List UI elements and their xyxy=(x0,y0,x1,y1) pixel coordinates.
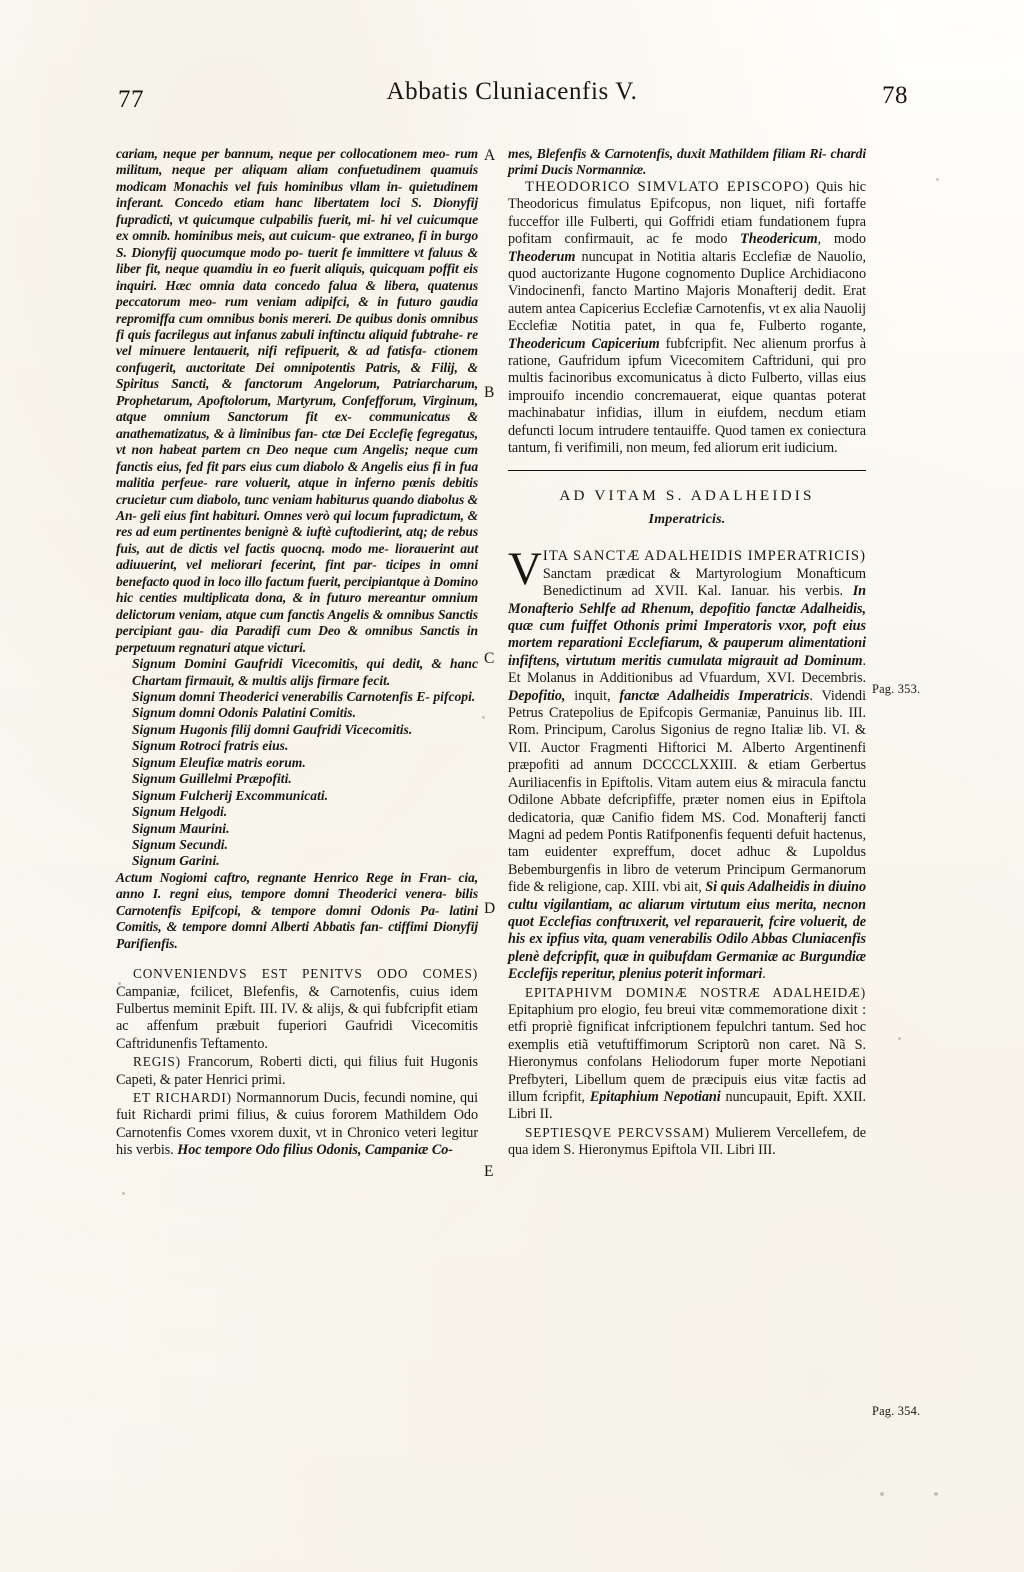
note-body: . Et Molanus in Additionibus ad Vfuardum, XVI. Decembris. xyxy=(508,652,866,687)
charter-line: que extraneo, fi in burgo S. Dionyfij quocumque modo po- xyxy=(116,228,479,260)
actum-line: bilis Carnotenfis Epifcopi, & tempore domni Odonis Pa- xyxy=(116,886,479,918)
note-lemma: EPITAPHIVM DOMINÆ NOSTRÆ ADALHEIDÆ) xyxy=(525,984,866,1000)
note-conveniendus xyxy=(116,965,478,1053)
folio-number-right: 78 xyxy=(882,82,908,109)
note-quotation: fanctæ Adalheidis Imperatricis xyxy=(619,687,810,704)
scan-speck xyxy=(936,178,939,181)
signature-entry: Signum Guillelmi Præpofiti. xyxy=(132,771,292,787)
charter-line: tuerit fe immittere vt faluus & liber fit, neque quamdiu in xyxy=(116,244,478,277)
charter-line: neque cum Angelis; neque cum fanctis eius, fed fit pars xyxy=(116,442,478,474)
charter-line: rum militum, neque per aliquam aliam confuetudinem xyxy=(116,146,478,178)
signature-entry: Signum Rotroci fratris eius. xyxy=(132,738,289,754)
note-epitaphium xyxy=(508,984,866,1124)
page-ref-354: Pag. 354. xyxy=(872,1404,921,1418)
scan-speck xyxy=(934,1492,938,1496)
spacer xyxy=(508,457,866,470)
note-body: Epitaphium pro elogio, feu breui vitæ commemoratione dixit : etfi propriè fignificat infcriptionem fepulchri tantum. Sed hoc exemplis etiã vetuftiffimorum Scriptorũ non caret. Nã S. Hieronymus confolans Heliodorum fuper morte Nepotiani Prefbyteri, Libellum quem de præcipuis eius vitæ factis ad illum fcripfit, xyxy=(508,1001,866,1105)
note-lemma: REGIS) xyxy=(133,1054,181,1070)
signature-entry: Signum Maurini. xyxy=(132,820,230,836)
note-body: . xyxy=(762,966,766,983)
left-column xyxy=(116,146,478,1160)
signature-entry: Signum Eleufiæ matris eorum. xyxy=(132,754,306,770)
charter-line: Confefforum, Virginum, atque omnium Sanctorum fit ex- xyxy=(116,392,478,425)
charter-line: regnaturi atque victuri. xyxy=(178,639,307,655)
signature-entry: Signum Helgodi. xyxy=(132,804,228,820)
note-body: Mulierem Vercellefem, de qua idem S. Hieronymus Epiftola VII. Libri III. xyxy=(508,1124,867,1159)
signature-line: Signum Domini Gaufridi Vicecomitis, qui dedit, & xyxy=(132,656,442,672)
note-body: Campaniæ, fcilicet, Blefenfis, & Carnotenfis, cuius idem Fulbertus meminit Epift. III. IV. & alijs, & qui fubfcripfit etiam ac affenfum præbuit fuperiori Gaufridi Vicecomitis Caftridunenfis Teftamento. xyxy=(116,983,478,1052)
note-body: Quis hic Theodoricus fimulatus Epifcopus, non liquet, nifi fortaffe fucceffor ille Fulberti, qui Goffridi etiam fundationem fupra pofitam confirmauit, ac fe modo xyxy=(508,178,866,248)
note-body: , modo xyxy=(817,231,866,248)
charter-text-block xyxy=(116,146,478,656)
note-body: fubfcripfit. Nec alienum prorfus à ratione, Gaufridum ipfum Vicecomitem Caftriduni, qui pro multis facinoribus excomunicatus à dicto Fulberto, villas eius improuifo incendio concremauerat, eique quantas poterat machinabatur infidias, illum in eiufdem, necdum etiam defuncti locum intrudere tentauiffe. Quod tamen ex coniectura tantum, fi verifimili, non meum, fed aliorum erit iudicium. xyxy=(508,335,867,456)
note-quotation: Hoc tempore Odo filius Odonis, Campaniæ Co- xyxy=(177,1142,453,1159)
note-lemma: ET RICHARDI) xyxy=(133,1090,232,1106)
scan-speck xyxy=(122,1192,125,1195)
note-body: Normannorum Ducis, fecundi nomine, qui fuit Richardi primi filius, & cuius fororem Mathildem Odo Carnotenfis Comes vxorem duxit, vt in Chronico veteri legitur his verbis. xyxy=(116,1090,478,1159)
signature-entry: Signum Secundi. xyxy=(132,837,228,853)
note-lemma: THEODORICO SIMVLATO EPISCOPO) xyxy=(525,178,811,195)
note-quotation: In Monafterio Sehlfe ad Rhenum, depofitio fanctæ Adalheidis, quæ cum fuiffet Othonis primi Imperatoris vxor, poft eius mortem reparationi Ecclefiarum, & pauperum alimentationi infiftens, virtutum meritis cumulata migrauit ad Dominum xyxy=(508,583,866,669)
actum-clause xyxy=(116,870,478,952)
charter-line: quamuis modicam Monachis vel fuis hominibus vllam in- xyxy=(116,162,478,194)
charter-line: liorauerint aut adiuuerint, vel meliorari fecerint, fint par- xyxy=(116,540,479,573)
charter-line: re vel minuere lentauerit, nifi refipuerit, & ad fatisfa- xyxy=(116,326,478,359)
charter-line: S. Dionyfij fupradicti, vt quicumque culpabilis fuerit, mi- xyxy=(116,195,478,227)
charter-line: eo fuerit aliquis, quicquam poffit eis inquiri. Hæc omnia xyxy=(116,261,478,293)
note-body: nuncupauit, Epift. XXII. Libri II. xyxy=(508,1089,866,1123)
section-divider-rule xyxy=(508,470,866,471)
actum-line: Actum Nogiomi caftro, regnante Henrico Rege in Fran- xyxy=(116,869,452,885)
note-vita xyxy=(508,543,866,983)
charter-line: rum veniam adipifci, & in futuro gaudia repromiffa cum xyxy=(116,294,478,326)
vita-note-block xyxy=(508,543,866,983)
note-body: . Videndi Petrus Cratepolius de Epifcopis Germaniæ, Panuinus lib. III. Rom. Principum, Carolus Sigonius de regno Italiæ lib. VI. & VII. Auctor Fragmenti Hiftorici M. Alberto Argentinenfi præpofiti ad annum DCCCCLXXIII. & etiam Gerbertus Auriliacenfis in Epiftolis. Vitam autem eius & miracula fanctu Odilone Abbate defcripfiffe, præter nomen eius in Epiftola dedicatoria, quæ Canifio fidem MS. Cod. Monafterij fancti Magni ad pedem Pontis Ratifponenfis fequenti defuit hactenus, tam euidenter expreffum, docet adhuc & Lupoldus Bebemburgenfis in libro de veterum Principum Germanorum fide & religione, cap. XIII. vbi ait, xyxy=(508,687,866,896)
charter-line: geli eius fint habituri. Omnes verò qui locum fupradictum, xyxy=(140,507,464,523)
note-et-richardi xyxy=(116,1089,478,1160)
signature-entry: Signum Garini. xyxy=(132,853,220,869)
note-quotation: Si quis Adalheidis in diuino cultu vigilantiam, ac aliarum virtutum eius merita, necnon quot Ecclefias conftruxerit, vel reparauerit, fcire voluerit, de his ex ipfius vita, quam venerabilis Odilo Abbas Cluniacenfis plenè defcripfit, quæ in quibufdam Germaniæ ac Burgundiæ Ecclefijs reperitur, plenius poterit informari xyxy=(508,879,866,983)
charter-line: diabolo, tunc veniam habiturus quando diabolus & An- xyxy=(116,491,478,523)
section-subheading: Imperatricis. xyxy=(648,512,726,528)
charter-line: mes, Blefenfis & Carnotenfis, duxit Mathildem filiam Ri- xyxy=(508,146,827,161)
right-column xyxy=(508,146,866,1160)
note-septiesque xyxy=(508,1124,866,1160)
charter-line: eius cum diabolo & Angelis eius fi in fua malitia perfeue- xyxy=(116,458,479,491)
margin-letter-a: A xyxy=(484,147,496,164)
margin-letter-d: D xyxy=(484,900,496,917)
charter-line: communicatus & anathematizatus, & à liminibus fan- xyxy=(116,409,479,441)
charter-continuation xyxy=(508,146,866,179)
scan-speck xyxy=(118,982,121,985)
folio-number-left: 77 xyxy=(118,86,144,113)
margin-letter-c: C xyxy=(484,650,495,667)
charter-line: chardi primi Ducis Normanniæ. xyxy=(508,146,867,178)
charter-line: & res ad eum pertinentes benignè & iuftè cuftodierint, xyxy=(116,507,479,540)
drop-cap: V xyxy=(508,543,542,596)
signature-line: pifcopi. xyxy=(433,688,476,704)
note-lemma: CONVENIENDVS EST PENITVS ODO COMES) xyxy=(133,966,478,982)
charter-line: hi vel cuicumque ex omnib. hominibus meis, aut cuicum- xyxy=(116,211,478,244)
note-body: Francorum, Roberti dicti, qui filius fuit Hugonis Capeti, & pater Henrici primi. xyxy=(116,1054,478,1088)
charter-line: atq; de rebus fuis, aut de dictis vel factis quocnq. modo me- xyxy=(116,524,479,556)
note-body: nuncupat in Notitia altaris Ecclefiæ de Nauolio, quod auctorizante Hugone cognomento Duplice Archidiacono Vindocinenfi, fancto Martino Majoris Monafterij dedit. Erat autem antea Capicerius Ecclefiæ Carnotenfis, vt ex alia Nauolij Ecclefiæ Notitia patet, in qua fe, Fulberto rogante, xyxy=(508,248,866,335)
charter-line: omnibus bonis mereri. De quibus donis omnibus fi quis xyxy=(116,310,478,342)
charter-line: dia Paradifi cum Deo & omnibus Sanctis in perpetuum xyxy=(116,623,478,655)
charter-line: ticipes in omni benefacto quod in loco illo factum fuerit, xyxy=(116,557,478,589)
note-lemma: SEPTIESQVE PERCVSSAM) xyxy=(525,1124,710,1140)
charter-line: ctæ Dei Ecclefię fegregatus, vt non habeat partem cn Deo xyxy=(116,425,479,458)
charter-line: rare voluerit, atque in inferno pœnis debitis crucietur cum xyxy=(116,475,478,507)
charter-line: Patriarcharum, Prophetarum, Apoftolorum, Martyrum, xyxy=(116,376,479,408)
page-ref-353: Pag. 353. xyxy=(872,682,921,696)
actum-line: latini Comitis, & tempore domni Alberti Abbatis fan- xyxy=(116,902,479,935)
running-head-title: Abbatis Cluniacenfis V. xyxy=(386,78,638,105)
charter-line: & Filij, & Spiritus Sancti, & fanctorum Angelorum, xyxy=(116,359,478,392)
note-cited-name: Theodericum xyxy=(740,231,818,248)
charter-line: ctionem confugerit, auctoritate Dei omnipotentis Patris, xyxy=(116,343,478,375)
note-cited-name: Theoderum xyxy=(508,248,576,265)
margin-letter-e: E xyxy=(484,1163,494,1180)
note-lemma: ITA SANCTÆ ADALHEIDIS IMPERATRICIS) xyxy=(542,548,866,565)
note-theodorico xyxy=(508,179,866,458)
charter-line: data concedo falua & libera, quatenus peccatorum meo- xyxy=(116,277,479,310)
signature-entry xyxy=(116,689,478,705)
note-cited-name: Theodericum Capicerium xyxy=(508,335,660,352)
signature-entry xyxy=(116,656,478,689)
charter-line: cum fanctis Angelis & omnibus Sanctis percipiant gau- xyxy=(116,606,478,639)
actum-line: ctiffimi Dionyfij Parifienfis. xyxy=(116,919,478,951)
note-quotation: Depofitio, xyxy=(508,687,566,704)
note-regis xyxy=(116,1053,478,1089)
scan-speck xyxy=(880,1492,884,1496)
charter-line: in futuro mereantur omnium delictorum veniam, atque xyxy=(116,590,478,622)
charter-line: facrilegus aut infanus zabuli inftinctu aliquid fubtrahe- xyxy=(154,326,464,342)
note-cited-title: Epitaphium Nepotiani xyxy=(589,1089,721,1105)
scan-speck xyxy=(482,716,485,719)
signature-entry: Signum Hugonis filij domni Gaufridi Vicecomitis. xyxy=(132,721,413,737)
signature-entry: Signum Fulcherij Excommunicati. xyxy=(132,787,329,803)
charter-line: cariam, neque per bannum, neque per collocationem meo- xyxy=(116,146,450,161)
actum-line: cia, anno I. regni eius, tempore domni Theoderici venera- xyxy=(116,869,478,902)
scan-speck xyxy=(898,1037,901,1040)
signature-line: hanc Chartam firmauit, & multis alijs firmare fecit. xyxy=(132,656,478,688)
charter-line: quietudinem inferant. Concedo etiam hanc libertatem loci xyxy=(116,178,478,211)
section-heading: AD VITAM S. ADALHEIDIS xyxy=(559,487,815,505)
signature-entry: Signum domni Odonis Palatini Comitis. xyxy=(132,705,356,721)
note-body: inquit, xyxy=(565,687,620,704)
note-body: Sanctam prædicat & Martyrologium Monafticum Benedictinum ad XVII. Kal. Ianuar. his verbis. xyxy=(542,565,866,600)
charter-line: percipiantque à Domino hic centies multiplicata dona, & xyxy=(116,573,479,606)
margin-letter-b: B xyxy=(484,384,495,401)
running-head xyxy=(112,78,912,120)
signature-line: Signum domni Theoderici venerabilis Carnotenfis E- xyxy=(132,688,430,704)
spacer xyxy=(116,952,478,965)
